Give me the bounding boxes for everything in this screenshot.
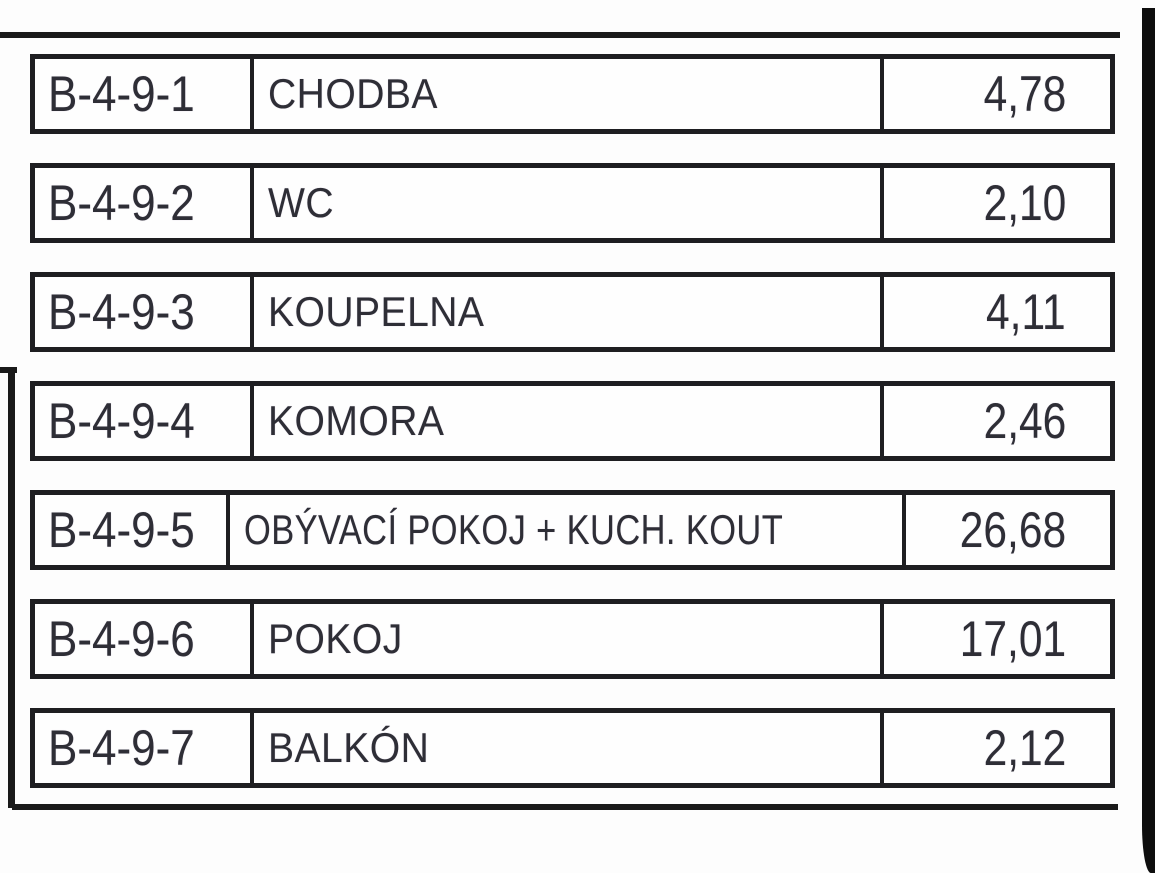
room-name-cell xyxy=(250,713,880,783)
table-row xyxy=(30,163,1115,243)
room-code-cell xyxy=(35,277,250,347)
top-rule-line xyxy=(0,32,1120,38)
room-area-cell xyxy=(880,604,1110,674)
room-code: B-4-9-5 xyxy=(48,502,195,558)
room-code-cell xyxy=(35,168,250,238)
table-row xyxy=(30,272,1115,352)
room-code: B-4-9-7 xyxy=(48,720,195,776)
room-name-cell xyxy=(250,277,880,347)
left-wall-line xyxy=(8,367,15,808)
room-code-cell xyxy=(35,495,226,565)
room-area: 4,11 xyxy=(986,284,1066,340)
right-edge-band xyxy=(1142,8,1155,873)
table-row xyxy=(30,708,1115,788)
room-code-cell xyxy=(35,713,250,783)
room-name: POKOJ xyxy=(268,615,403,662)
room-area: 2,12 xyxy=(983,720,1066,776)
room-area-cell xyxy=(880,59,1110,129)
table-row xyxy=(30,381,1115,461)
room-name: OBÝVACÍ POKOJ + KUCH. KOUT xyxy=(244,506,784,553)
room-code-cell xyxy=(35,386,250,456)
room-area: 2,46 xyxy=(983,393,1066,449)
room-name-cell xyxy=(250,604,880,674)
room-code: B-4-9-3 xyxy=(48,284,195,340)
room-area: 17,01 xyxy=(959,611,1066,667)
room-name: KOUPELNA xyxy=(268,288,485,335)
room-code: B-4-9-4 xyxy=(48,393,195,449)
room-name: KOMORA xyxy=(268,397,445,444)
room-code: B-4-9-2 xyxy=(48,175,195,231)
room-name-cell xyxy=(250,59,880,129)
room-area: 26,68 xyxy=(959,502,1066,558)
room-area-cell xyxy=(902,495,1110,565)
room-name: WC xyxy=(268,179,335,226)
room-area: 4,78 xyxy=(983,66,1066,122)
room-code: B-4-9-1 xyxy=(48,66,195,122)
room-area: 2,10 xyxy=(983,175,1066,231)
room-name-cell xyxy=(226,495,902,565)
room-code-cell xyxy=(35,59,250,129)
room-name: BALKÓN xyxy=(268,724,430,771)
table-row xyxy=(30,490,1115,570)
table-row xyxy=(30,599,1115,679)
room-name: CHODBA xyxy=(268,70,438,117)
room-area-cell xyxy=(880,277,1110,347)
table-row xyxy=(30,54,1115,134)
room-code-cell xyxy=(35,604,250,674)
room-area-cell xyxy=(880,168,1110,238)
room-area-cell xyxy=(880,713,1110,783)
room-area-cell xyxy=(880,386,1110,456)
room-code: B-4-9-6 xyxy=(48,611,195,667)
room-name-cell xyxy=(250,168,880,238)
bottom-rule-line xyxy=(12,804,1118,810)
room-schedule-table xyxy=(30,54,1115,788)
room-name-cell xyxy=(250,386,880,456)
